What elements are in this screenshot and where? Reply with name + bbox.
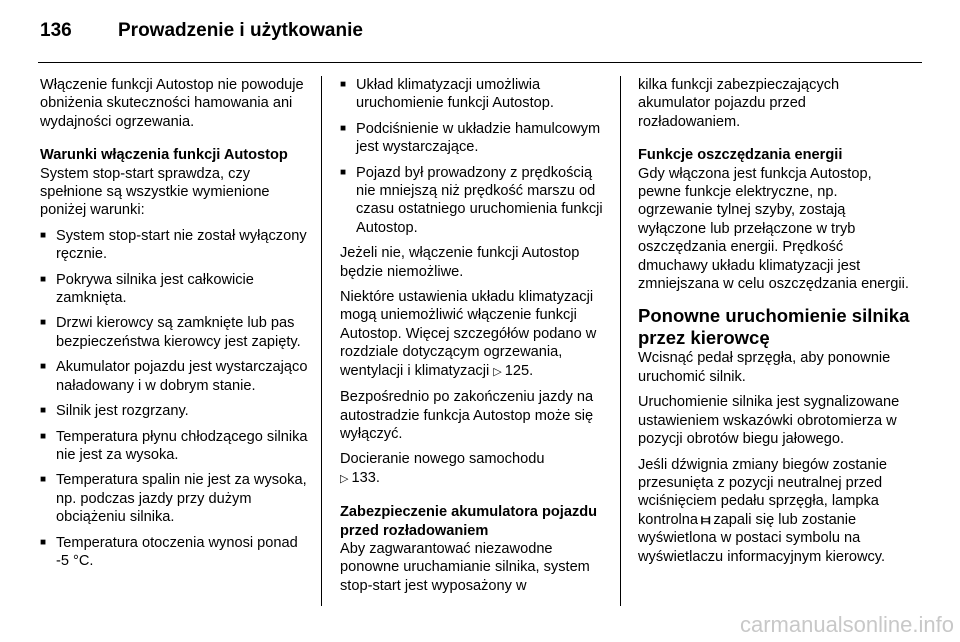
paragraph-text: zapali się lub zostanie wyświetlona w postaci symbolu na wyświetlaczu informacyjnym kierowcy. (638, 511, 886, 565)
page-title: Prowadzenie i użytkowanie (118, 20, 363, 41)
conditions-list-continued (340, 76, 610, 237)
list-item: ■ Akumulator pojazdu jest wystarczająco naładowany i w dobrym stanie. (40, 358, 312, 395)
conditions-heading: Warunki włączenia funkcji Autostop (40, 147, 288, 164)
watermark: carmanualsonline.info (739, 612, 954, 637)
list-item: ■ Podciśnienie w układzie hamulcowym jest wystarczające. (340, 120, 610, 157)
list-item: ■ Temperatura płynu chłodzącego silnika nie jest za wysoka. (40, 428, 312, 465)
list-item: ■ Pokrywa silnika jest całkowicie zamknięta. (40, 271, 312, 308)
conditions-text: System stop-start sprawdza, czy spełnione są wszystkie wymienione poniżej warunki: (40, 165, 270, 219)
paragraph: Wcisnąć pedał sprzęgła, aby ponownie uruchomić silnik. (638, 350, 891, 385)
paragraph: Uruchomienie silnika jest sygnalizowane ustawieniem wskazówki obrotomierza w pozycji obrotów biegu jałowego. (638, 394, 900, 448)
list-item: ■ Temperatura otoczenia wynosi ponad -5 °C. (40, 534, 312, 571)
list-item: ■ System stop-start nie został wyłączony ręcznie. (40, 227, 312, 264)
column-1 (40, 76, 312, 577)
energy-saving-text: Gdy włączona jest funkcja Autostop, pewne funkcje elektryczne, np. ogrzewanie tylnej szyby, zostają wyłączone lub przełączone w tryb oszczędzania energii. Prędkość dmuchawy układu klimatyzacji jest zmniejszana w celu oszczędzania energii. (638, 165, 909, 293)
paragraph (638, 456, 910, 566)
paragraph: Bezpośrednio po zakończeniu jazdy na autostradzie funkcja Autostop może się wyłączyć. (340, 389, 594, 442)
page-header (40, 20, 363, 48)
reference-arrow-icon: ▷ (340, 472, 349, 485)
battery-protection-heading: Zabezpieczenie akumulatora pojazdu przed rozładowaniem (340, 504, 598, 539)
column-3 (638, 76, 910, 573)
reference-arrow-icon: ▷ (493, 365, 502, 378)
column-divider-2 (620, 76, 621, 606)
paragraph: Jeżeli nie, włączenie funkcji Autostop będzie niemożliwe. (340, 245, 580, 280)
paragraph (340, 450, 610, 488)
paragraph (340, 288, 610, 381)
paragraph-text: Niektóre ustawienia układu klimatyzacji mogą uniemożliwić włączenie funkcji Autostop. Więcej szczegółów podano w rozdziale dotyczącym ogrzewania, wentylacji i klimatyzacji (340, 289, 597, 379)
conditions-list (40, 227, 312, 571)
intro-paragraph: Włączenie funkcji Autostop nie powoduje obniżenia skuteczności hamowania ani wydajności ogrzewania. (40, 77, 304, 130)
header-divider (38, 62, 922, 63)
list-item: ■ Układ klimatyzacji umożliwia uruchomienie funkcji Autostop. (340, 76, 610, 113)
clutch-pedal-icon: ⧦ (701, 510, 711, 528)
list-item: ■ Pojazd był prowadzony z prędkością nie mniejszą niż prędkość marszu od czasu ostatniego uruchomienia funkcji Autostop. (340, 164, 610, 238)
column-divider-1 (321, 76, 322, 606)
paragraph-text: Jeśli dźwignia zmiany biegów zostanie przesunięta z pozycji neutralnej przed wciśnięciem pedału sprzęgła, lampka kontrolna (638, 456, 888, 528)
battery-protection-text: Aby zagwarantować niezawodne ponowne uruchamianie silnika, system stop-start jest wyposażony w (340, 540, 590, 594)
page-number: 136 (40, 20, 72, 41)
list-item: ■ Drzwi kierowcy są zamknięte lub pas bezpieczeństwa kierowcy jest zapięty. (40, 314, 312, 351)
paragraph: kilka funkcji zabezpieczających akumulator pojazdu przed rozładowaniem. (638, 77, 840, 130)
restart-section-heading: Ponowne uruchomienie silnika przez kierowcę (638, 305, 910, 349)
energy-saving-heading: Funkcje oszczędzania energii (638, 147, 843, 164)
page-reference[interactable]: 125. (504, 362, 534, 379)
list-item: ■ Temperatura spalin nie jest za wysoka, np. podczas jazdy przy dużym obciążeniu silnika. (40, 471, 312, 526)
paragraph-text: Docieranie nowego samochodu (340, 451, 545, 468)
column-2 (340, 76, 610, 602)
list-item: ■ Silnik jest rozgrzany. (40, 402, 312, 420)
page-reference[interactable]: 133. (351, 469, 380, 486)
